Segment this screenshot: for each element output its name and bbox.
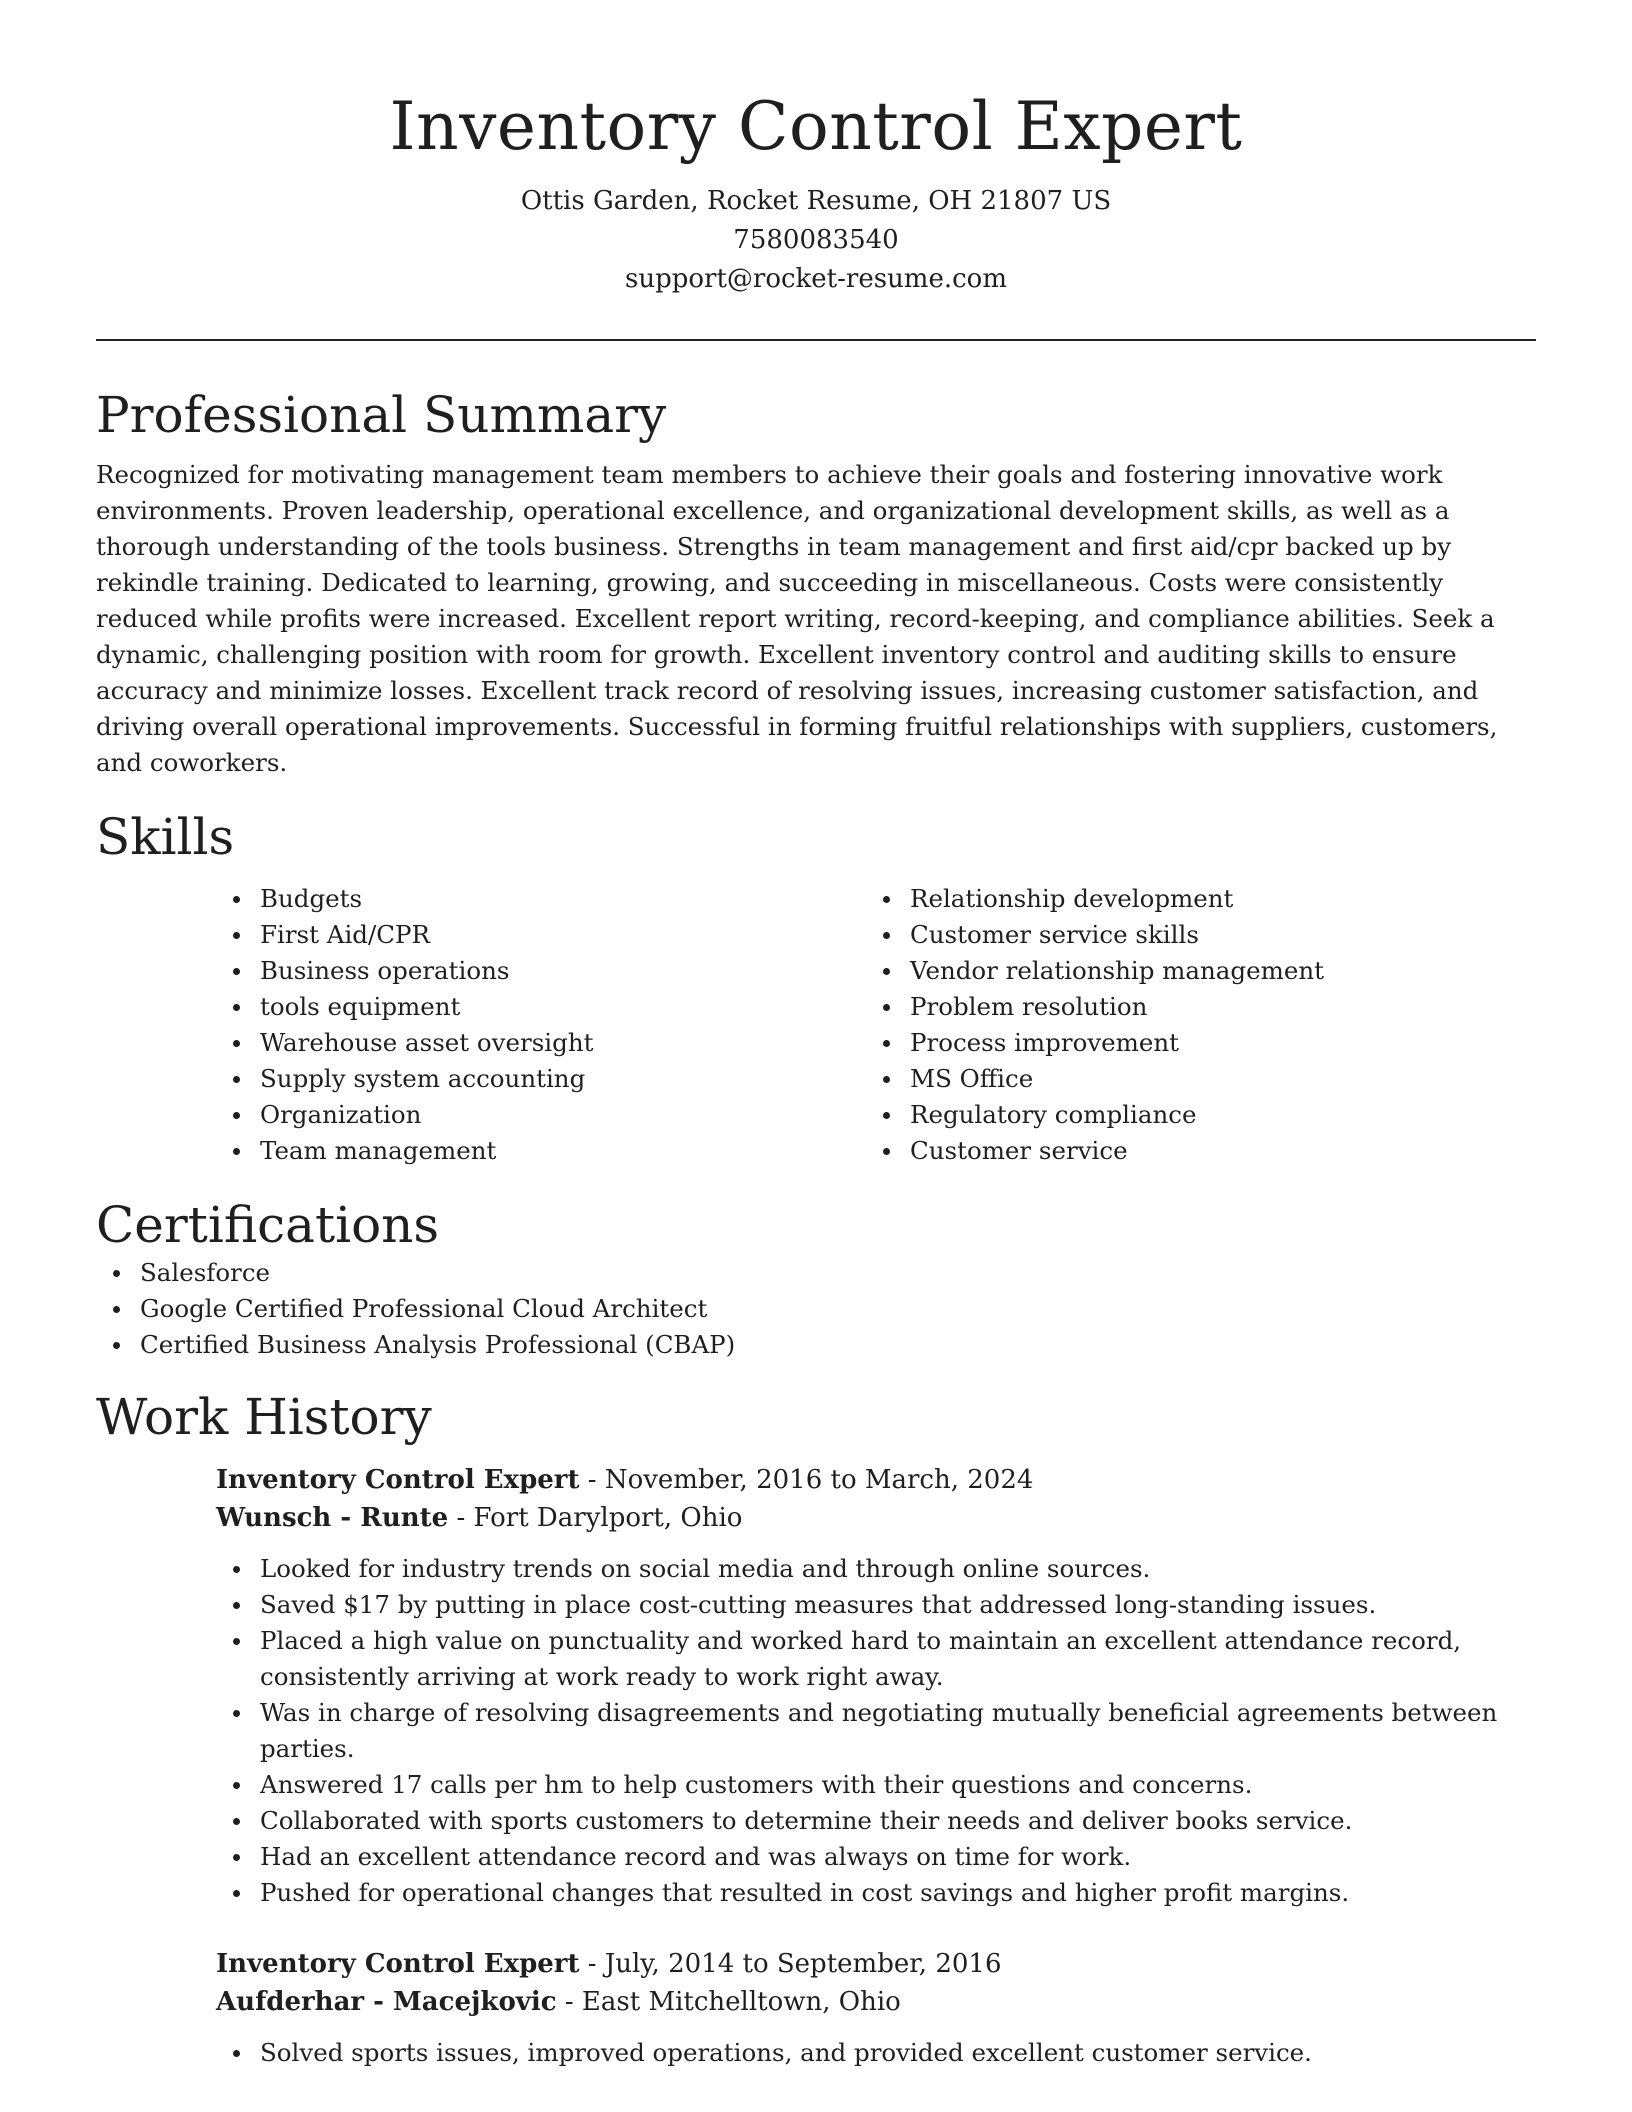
address-text: Ottis Garden, Rocket Resume, OH 21807 US — [520, 186, 1112, 216]
job-company-line — [216, 1499, 1536, 1537]
email-text: support@rocket-resume.com — [624, 264, 1007, 294]
skills-list-right — [866, 881, 1516, 1169]
certifications-heading: Certifications — [96, 1196, 440, 1254]
skill-item: Organization — [216, 1097, 866, 1133]
skill-item: Business operations — [216, 953, 866, 989]
job-duty-item: Answered 17 calls per hm to help customers with their questions and concerns. — [216, 1767, 1536, 1803]
job-duties-list — [216, 1551, 1536, 1911]
job-entry — [216, 1945, 1536, 2071]
job-duty-item: Solved sports issues, improved operations, and provided excellent customer service. — [216, 2035, 1536, 2071]
work-history-section — [96, 1387, 1536, 2071]
job-dates: - November, 2016 to March, 2024 — [579, 1465, 1034, 1495]
skills-columns — [216, 881, 1536, 1169]
job-role: Inventory Control Expert — [216, 1949, 580, 1979]
skill-item: Regulatory compliance — [866, 1097, 1516, 1133]
skill-item: MS Office — [866, 1061, 1516, 1097]
skill-item: Supply system accounting — [216, 1061, 866, 1097]
skills-section — [96, 807, 1536, 1169]
skill-item: Warehouse asset oversight — [216, 1025, 866, 1061]
job-duty-item: Saved $17 by putting in place cost-cutting measures that addressed long-standing issues. — [216, 1587, 1536, 1623]
contact-block — [96, 182, 1536, 299]
job-entry — [216, 1461, 1536, 1911]
job-title-line — [216, 1461, 1536, 1499]
job-company: Wunsch - Runte — [216, 1503, 449, 1533]
skill-item: tools equipment — [216, 989, 866, 1025]
job-company: Aufderhar - Macejkovic — [216, 1987, 557, 2017]
certification-item: Salesforce — [96, 1255, 1536, 1291]
phone-text: 7580083540 — [733, 225, 899, 255]
resume-header — [96, 0, 1536, 299]
skill-item: Relationship development — [866, 881, 1516, 917]
header-divider — [96, 339, 1536, 341]
skill-item: Problem resolution — [866, 989, 1516, 1025]
skill-item: Team management — [216, 1133, 866, 1169]
skill-item: Customer service skills — [866, 917, 1516, 953]
candidate-title: Inventory Control Expert — [389, 88, 1243, 165]
job-duties-list — [216, 2035, 1536, 2071]
summary-section — [96, 385, 1536, 781]
skills-heading: Skills — [96, 808, 235, 866]
summary-heading: Professional Summary — [96, 386, 667, 444]
job-duty-item: Collaborated with sports customers to determine their needs and deliver books service. — [216, 1803, 1536, 1839]
job-duty-item: Looked for industry trends on social media and through online sources. — [216, 1551, 1536, 1587]
job-location: - East Mitchelltown, Ohio — [556, 1987, 901, 2017]
skill-item: Budgets — [216, 881, 866, 917]
certifications-list — [96, 1255, 1536, 1363]
certification-item: Google Certified Professional Cloud Architect — [96, 1291, 1536, 1327]
job-location: - Fort Darylport, Ohio — [448, 1503, 743, 1533]
skill-item: First Aid/CPR — [216, 917, 866, 953]
job-duty-item: Had an excellent attendance record and was always on time for work. — [216, 1839, 1536, 1875]
skill-item: Process improvement — [866, 1025, 1516, 1061]
job-dates: - July, 2014 to September, 2016 — [579, 1949, 1002, 1979]
skill-item: Vendor relationship management — [866, 953, 1516, 989]
certification-item: Certified Business Analysis Professional (CBAP) — [96, 1327, 1536, 1363]
summary-paragraph: Recognized for motivating management team members to achieve their goals and fostering innovative work environments. Proven leadership, operational excellence, and organizational development skills, as well as a thorough understanding of the tools business. Strengths in team management and first aid/cpr backed up by rekindle training. Dedicated to learning, growing, and succeeding in miscellaneous. Costs were consistently reduced while profits were increased. Excellent report writing, record-keeping, and compliance abilities. Seek a dynamic, challenging position with room for growth. Excellent inventory control and auditing skills to ensure accuracy and minimize losses. Excellent track record of resolving issues, increasing customer satisfaction, and driving overall operational improvements. Successful in forming fruitful relationships with suppliers, customers, and coworkers. — [96, 460, 1498, 777]
certifications-section — [96, 1195, 1536, 1363]
work-history-heading: Work History — [96, 1388, 432, 1446]
job-role: Inventory Control Expert — [216, 1465, 580, 1495]
job-duty-item: Was in charge of resolving disagreements and negotiating mutually beneficial agreements between parties. — [216, 1695, 1536, 1767]
job-title-line — [216, 1945, 1536, 1983]
resume-page — [96, 0, 1536, 2071]
skills-list-left — [216, 881, 866, 1169]
job-duty-item: Placed a high value on punctuality and worked hard to maintain an excellent attendance record, consistently arriving at work ready to work right away. — [216, 1623, 1536, 1695]
skill-item: Customer service — [866, 1133, 1516, 1169]
job-company-line — [216, 1983, 1536, 2021]
job-duty-item: Pushed for operational changes that resulted in cost savings and higher profit margins. — [216, 1875, 1536, 1911]
